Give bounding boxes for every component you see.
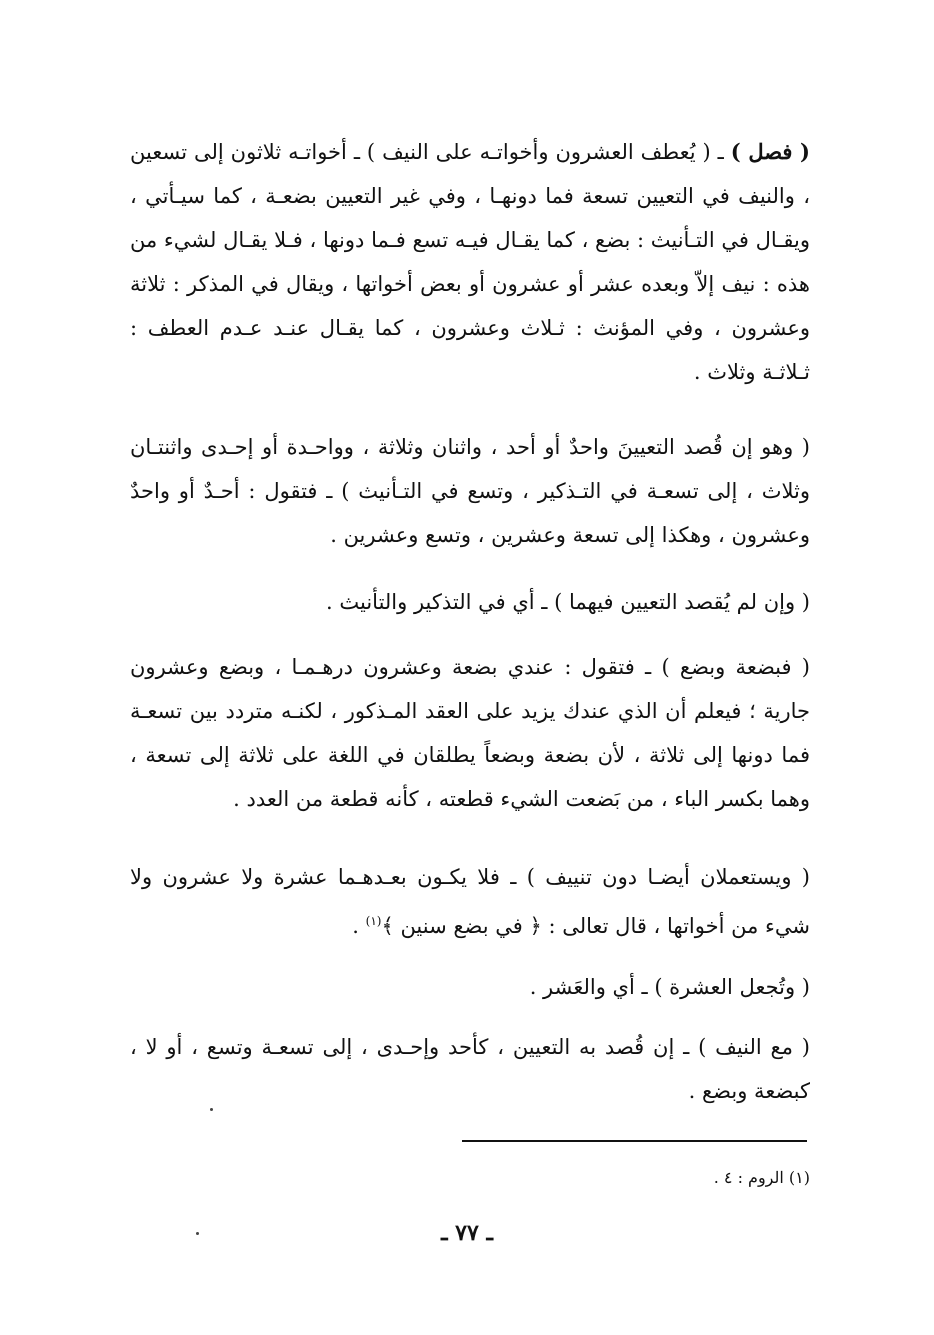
paragraph-ghayr-taayin: [130, 580, 810, 624]
paragraph-istimal: [130, 855, 810, 948]
paragraph-nayyif: [130, 1025, 810, 1113]
footnote-divider: [462, 1140, 807, 1142]
page-number: ـ ٧٧ ـ: [441, 1220, 493, 1246]
scan-speck: [210, 1108, 213, 1111]
paragraph-text: ( وتُجعل العشرة ) ـ أي والعَشر .: [529, 975, 810, 999]
section-heading: ( فصل ): [730, 139, 810, 164]
paragraph-text: ( وهو إن قُصد التعيينَ واحدٌ أو أحد ، واثنان وثلاثة ، وواحـدة أو إحـدى واثنتـان وثلاث ، إلى تسعـة في التـذكير ، وتسع في التـأنيث ) ـ فتقول : أحـدٌ أو واحدٌ وعشرون ، وهكذا إلى تسعة وعشرين ، وتسع وعشرين .: [130, 435, 810, 547]
paragraph-ashara: [130, 965, 810, 1009]
paragraph-text: ( مع النيف ) ـ إن قُصد به التعيين ، كأحد وإحـدى ، إلى تسعـة وتسع ، أو لا ، كبضعة وبضع .: [130, 1035, 810, 1103]
scan-speck: [196, 1232, 199, 1235]
paragraph-tail: .: [352, 914, 366, 938]
paragraph-text: ( وإن لم يُقصد التعيين فيهما ) ـ أي في التذكير والتأنيث .: [326, 590, 810, 614]
paragraph-text: ( ويستعملان أيضـا دون تنييف ) ـ فلا يكـون بعـدهـما عشرة ولا عشرون ولا شيء من أخواتها ، قال تعالى : ﴿ في بضع سنين ﴾: [130, 865, 810, 938]
paragraph-bidaa: [130, 645, 810, 821]
paragraph-taayin: [130, 425, 810, 557]
paragraph-text: ( فبضعة وبضع ) ـ فتقول : عندي بضعة وعشرون درهـمـا ، وبضع وعشرون جارية ؛ فيعلم أن الذي عندك يزيد على العقد المـذكور ، لكنـه متردد بين تسعـة فما دونها إلى ثلاثة ، لأن بضعة وبضعاً يطلقان في اللغة على ثلاثة إلى تسعة ، وهما بكسر الباء ، من بَضعت الشيء قطعته ، كأنه قطعة من العدد .: [130, 655, 810, 811]
footnote: (١) الروم : ٤ .: [713, 1168, 810, 1187]
footnote-marker[interactable]: (١): [365, 914, 382, 928]
paragraph-text: ـ ( يُعطف العشرون وأخواتـه على النيف ) ـ أخواتـه ثلاثون إلى تسعين ، والنيف في التعيين تسعة فما دونهـا ، وفي غير التعيين بضعـة ، كما سيـأتي ، ويقـال في التـأنيث : بضع ، كما يقـال فيـه تسع فـما دونها ، فـلا يقـال لشيء من هذه : نيف إلاّ وبعده عشر أو عشرون أو بعض أخواتها ، ويقال في المذكر : ثلاثة وعشرون ، وفي المؤنث : ثـلاث وعشرون ، كما يقـال عنـد عـدم العطف : ثـلاثـة وثلاث .: [130, 140, 810, 384]
paragraph-fasl: [130, 130, 810, 394]
